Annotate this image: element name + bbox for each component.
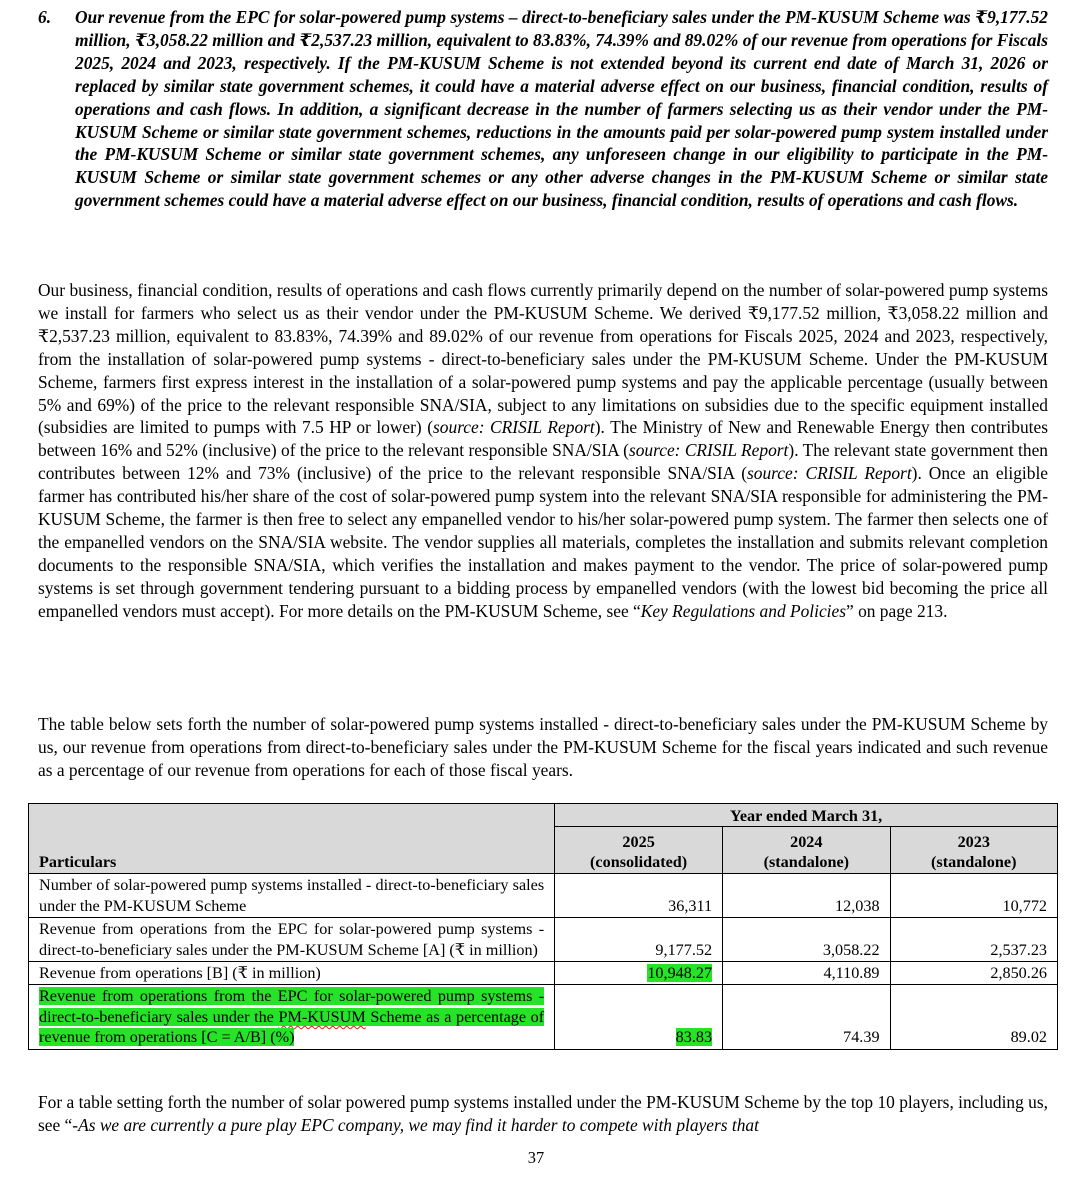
paragraph-top-players-reference	[38, 1091, 1048, 1137]
spellcheck-underline: PM-KUSUM	[278, 1007, 366, 1026]
cell-value: 9,177.52	[555, 918, 723, 962]
particulars-header: Particulars	[29, 804, 555, 874]
page-number: 37	[527, 1148, 545, 1167]
cell-value	[555, 985, 723, 1049]
para1-text-e: ” on page 213.	[846, 600, 948, 621]
cell-value: 4,110.89	[723, 962, 890, 985]
para1-text-a: Our business, financial condition, results of operations and cash flows currently primarily depend on the number of solar-powered pump systems we install for farmers who select us as their vendor under the PM-KUSUM Scheme. We derived ₹9,177.52 million, ₹3,058.22 million and ₹2,537.23 million, equivalent to 83.83%, 74.39% and 89.02% of our revenue from operations for Fiscals 2025, 2024 and 2023, respectively, from the installation of solar-powered pump systems - direct-to-beneficiary sales under the PM-KUSUM Scheme. Under the PM-KUSUM Scheme, farmers first express interest in the installation of a solar-powered pump systems and pay the applicable percentage (usually between 5% and 69%) of the price to the relevant responsible SNA/SIA, subject to any limitations on subsidies due to the specific equipment installed (subsidies are limited to pumps with 7.5 HP or lower) (	[38, 280, 1048, 438]
paragraph-pm-kusum-dependence	[38, 279, 1048, 623]
cell-value: 12,038	[723, 874, 890, 918]
highlighted-value: 83.83	[675, 1028, 713, 1047]
cell-value: 10,772	[890, 874, 1057, 918]
column-header-2025: 2025 (consolidated)	[555, 827, 723, 874]
year-ended-header: Year ended March 31,	[555, 804, 1058, 827]
table-row	[29, 918, 1058, 962]
highlighted-value: 10,948.27	[647, 964, 713, 983]
cell-value: 3,058.22	[723, 918, 890, 962]
row-label: Revenue from operations from the EPC for solar-powered pump systems - direct-to-beneficiary sales under the PM-KUSUM Scheme [A] (₹ in million)	[29, 918, 555, 962]
para1-text-b: ). The Ministry of New and Renewable Energy then contributes between 16% and 52% (inclusive) of the price to the relevant responsible SNA/SIA (	[38, 417, 1048, 461]
risk-factor-6	[38, 6, 1048, 212]
table-row	[29, 985, 1058, 1049]
cell-value	[555, 962, 723, 985]
cell-value: 36,311	[555, 874, 723, 918]
table-row	[29, 874, 1058, 918]
cell-value: 2,537.23	[890, 918, 1057, 962]
para1-text-d: ). Once an eligible farmer has contributed his/her share of the cost of solar-powered pump system into the relevant SNA/SIA responsible for administering the PM-KUSUM Scheme, the farmer is then free to select any empanelled vendor to his/her solar-powered pump system. The farmer then selects one of the empanelled vendors on the SNA/SIA website. The vendor supplies all materials, completes the installation and submits relevant completion documents to the responsible SNA/SIA, which verifies the installation and makes payment to the vendor. The price of solar-powered pump systems is set through government tendering pursuant to a bidding process by empanelled vendors (with the lowest bid becoming the price all empanelled vendors must accept). For more details on the PM-KUSUM Scheme, see “	[38, 463, 1048, 621]
paragraph-table-intro: The table below sets forth the number of solar-powered pump systems installed - direct-to-beneficiary sales under the PM-KUSUM Scheme by us, our revenue from operations from direct-to-beneficiary sales under the PM-KUSUM Scheme for the fiscal years indicated and such revenue as a percentage of our revenue from operations for each of those fiscal years.	[38, 714, 1048, 780]
highlighted-label: Revenue from operations from the EPC for solar-powered pump systems - direct-to-beneficiary sales under the PM-KUSUM Scheme as a percentage of revenue from operations [C = A/B] (%)	[39, 987, 545, 1047]
cross-reference-link[interactable]: Key Regulations and Policies	[640, 600, 846, 621]
cross-reference-link[interactable]: As we are currently a pure play EPC company, we may find it harder to compete with players that	[78, 1114, 759, 1135]
cell-value: 2,850.26	[890, 962, 1057, 985]
source-citation: source: CRISIL Report	[433, 417, 595, 438]
cell-value: 74.39	[723, 985, 890, 1049]
pm-kusum-revenue-table	[28, 803, 1058, 1050]
row-label	[29, 985, 555, 1049]
row-label: Revenue from operations [B] (₹ in million)	[29, 962, 555, 985]
cell-value: 89.02	[890, 985, 1057, 1049]
para1-text-c: ). The relevant state government then contributes between 12% and 73% (inclusive) of the price to the relevant responsible SNA/SIA (	[38, 440, 1048, 484]
table-row	[29, 962, 1058, 985]
para3-text: For a table setting forth the number of solar powered pump systems installed under the PM-KUSUM Scheme by the top 10 players, including us, see “-	[38, 1092, 1048, 1135]
risk-factor-number: 6.	[38, 7, 52, 27]
column-header-2023: 2023 (standalone)	[890, 827, 1057, 874]
row-label: Number of solar-powered pump systems installed - direct-to-beneficiary sales under the PM-KUSUM Scheme	[29, 874, 555, 918]
risk-factor-heading: Our revenue from the EPC for solar-powered pump systems – direct-to-beneficiary sales under the PM-KUSUM Scheme was ₹9,177.52 million, ₹3,058.22 million and ₹2,537.23 million, equivalent to 83.83%, 74.39% and 89.02% of our revenue from operations for Fiscals 2025, 2024 and 2023, respectively. If the PM-KUSUM Scheme is not extended beyond its current end date of March 31, 2026 or replaced by similar state government schemes, it could have a material adverse effect on our business, financial condition, results of operations and cash flows. In addition, a significant decrease in the number of farmers selecting us as their vendor under the PM-KUSUM Scheme or similar state government schemes, reductions in the amounts paid per solar-powered pump system installed under the PM-KUSUM Scheme or similar state government schemes, any unforeseen change in our eligibility to participate in the PM-KUSUM Scheme or similar state government schemes or any other adverse changes in the PM-KUSUM Scheme or similar state government schemes could have a material adverse effect on our business, financial condition, results of operations and cash flows.	[75, 7, 1049, 211]
source-citation: source: CRISIL Report	[747, 463, 912, 484]
column-header-2024: 2024 (standalone)	[723, 827, 890, 874]
source-citation: source: CRISIL Report	[628, 440, 789, 461]
